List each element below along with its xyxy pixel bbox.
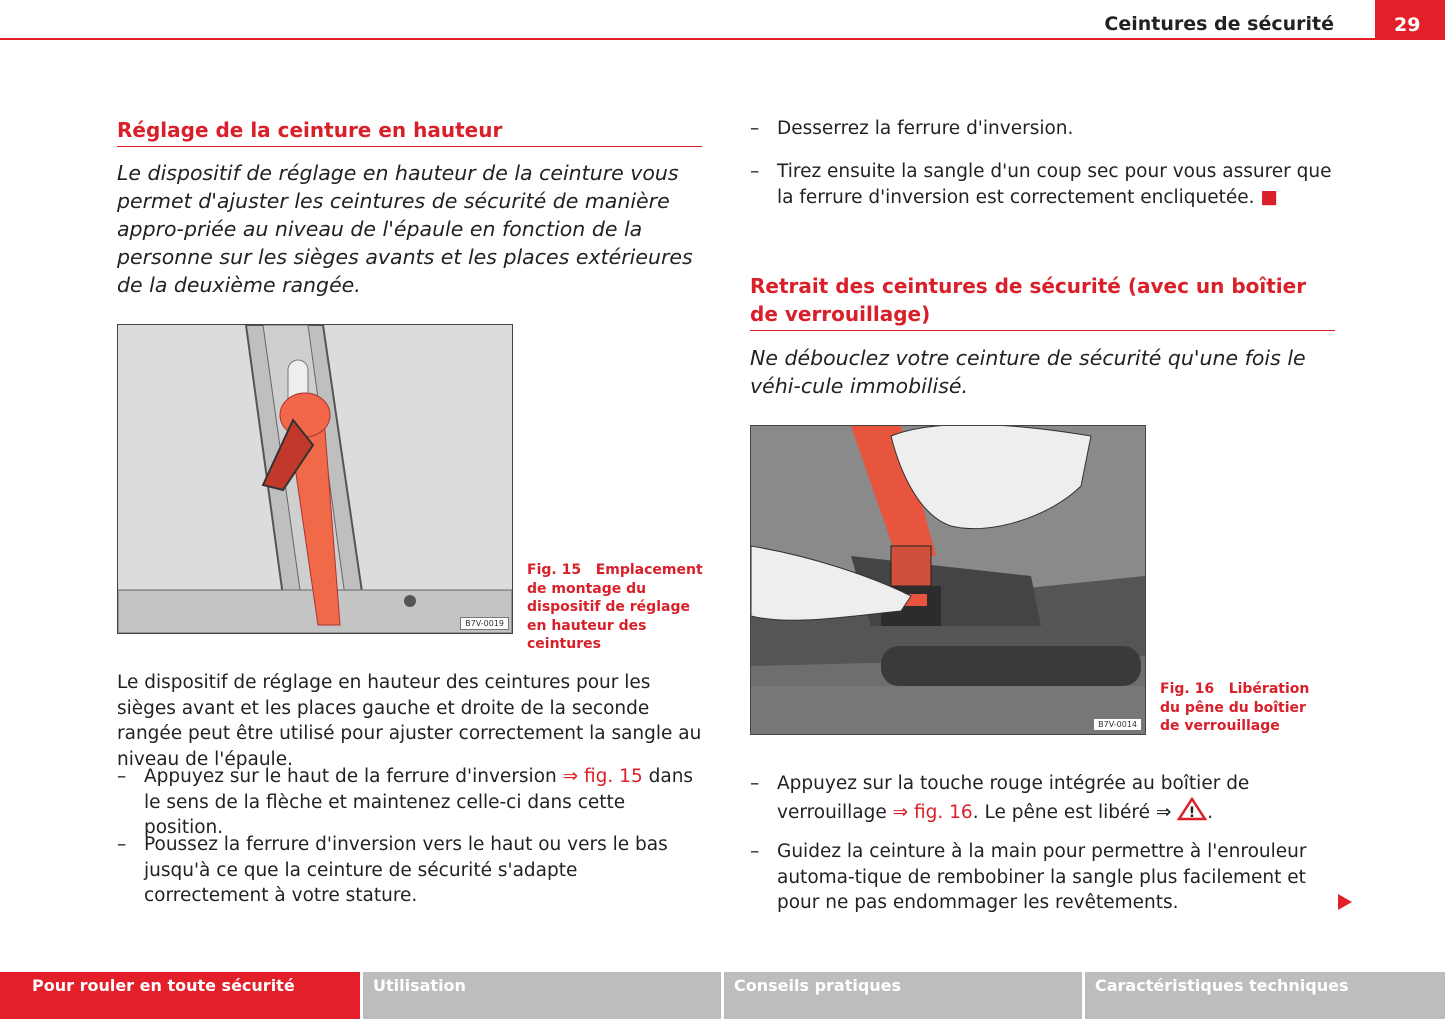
figure-15-image [117, 324, 513, 634]
footer-tab-safety[interactable]: Pour rouler en toute sécurité [0, 972, 360, 1019]
footer-tab-practical-tips[interactable]: Conseils pratiques [724, 972, 1082, 1019]
step-item: – Appuyez sur la touche rouge intégrée au boîtier de verrouillage ⇒ fig. 16. Le pêne est libéré ⇒ ! . [750, 773, 1250, 823]
warning-icon[interactable] [1177, 797, 1207, 821]
chapter-title: Ceintures de sécurité [1104, 13, 1334, 35]
section-intro: Le dispositif de réglage en hauteur de la ceinture vous permet d'ajuster les ceintures de sécurité de manière appro-priée au niveau de l'épaule en fonction de la personne sur les sièges avants et les places extérieures de la deuxième rangée. [117, 161, 693, 297]
figure-16-caption-text: Libération du pêne du boîtier de verrouillage [1160, 681, 1310, 734]
section-heading-height-adjust: Réglage de la ceinture en hauteur [117, 116, 702, 147]
step-item [750, 159, 1337, 210]
page-number: 29 [1375, 0, 1445, 40]
end-of-section-marker: ■ [1260, 186, 1278, 208]
step-text: Guidez la ceinture à la main pour permettre à l'enrouleur automa-tique de rembobiner la sangle plus facilement et pour ne pas endommager les revêtements. [777, 841, 1307, 913]
step-item [117, 832, 704, 909]
dash: – [117, 766, 127, 787]
figure-15-caption-text: Emplacement de montage du dispositif de réglage en hauteur des ceintures [527, 562, 703, 652]
step-text: dans le sens de la flèche et maintenez celle-ci dans cette position. [144, 766, 694, 838]
footer-tab-usage[interactable]: Utilisation [363, 972, 721, 1019]
figure-15-label: Fig. 15 [527, 562, 582, 578]
dash: – [750, 161, 760, 182]
figure-16-image [750, 425, 1146, 735]
step-item [750, 116, 1337, 142]
svg-text:!: ! [1189, 804, 1196, 821]
figure-code: B7V-0014 [1093, 718, 1142, 731]
step-text: Tirez ensuite la sangle d'un coup sec pour vous assurer que la ferrure d'inversion est correctement encliquetée. [777, 161, 1332, 208]
step-item [117, 764, 704, 841]
continue-arrow-icon [1338, 894, 1352, 910]
fig-16-link[interactable]: ⇒ fig. 16 [892, 801, 973, 823]
step-text: Appuyez sur la touche rouge intégrée au boîtier de verrouillage [777, 773, 1250, 823]
belt-height-adjuster-illustration [118, 325, 512, 633]
buckle-release-illustration [751, 426, 1145, 734]
fig-15-link[interactable]: ⇒ fig. 15 [562, 766, 643, 787]
figure-16-caption [1160, 680, 1325, 736]
dash: – [750, 773, 760, 794]
header-rule [0, 38, 1445, 40]
section-intro: Ne débouclez votre ceinture de sécurité qu'une fois le véhi-cule immobilisé. [750, 346, 1306, 398]
step-text: Appuyez sur le haut de la ferrure d'inversion [144, 766, 563, 787]
step-text: Poussez la ferrure d'inversion vers le haut ou vers le bas jusqu'à ce que la ceinture de sécurité s'adapte correctement à votre stature. [144, 834, 668, 906]
figure-code: B7V-0019 [460, 617, 509, 630]
step-text: Desserrez la ferrure d'inversion. [777, 118, 1074, 139]
section-heading-belt-removal: Retrait des ceintures de sécurité (avec un boîtier de verrouillage) [750, 272, 1335, 331]
figure-15-caption [527, 561, 707, 654]
dash: – [750, 841, 760, 862]
step-text: . Le pêne est libéré ⇒ [972, 801, 1178, 823]
figure-16-label: Fig. 16 [1160, 681, 1215, 697]
dash: – [117, 834, 127, 855]
dash: – [750, 118, 760, 139]
footer-tab-technical-specs[interactable]: Caractéristiques techniques [1085, 972, 1445, 1019]
body-paragraph: Le dispositif de réglage en hauteur des ceintures pour les sièges avant et les places gauche et droite de la seconde rangée peut être utilisé pour ajuster correctement la sangle au niveau de l'épaule. [117, 672, 702, 770]
step-item [750, 839, 1347, 916]
